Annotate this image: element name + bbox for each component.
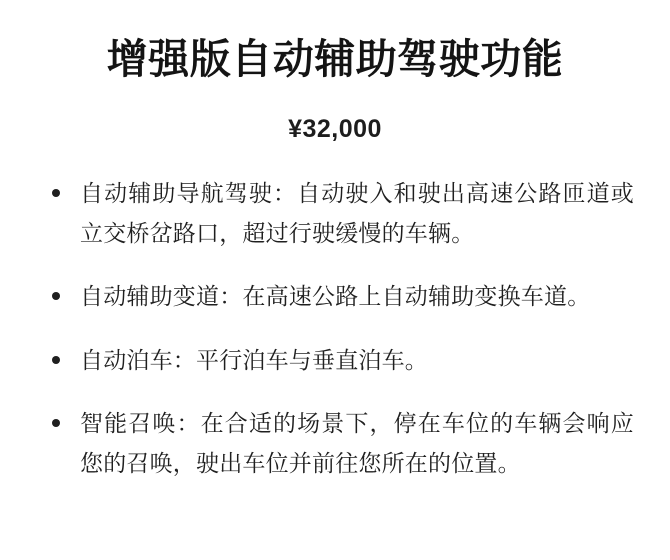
price-label: ¥32,000 — [288, 115, 382, 144]
list-item — [38, 341, 634, 381]
list-item — [38, 404, 634, 483]
feature-text: 自动辅助变道：在高速公路上自动辅助变换车道。 — [80, 283, 591, 310]
page-title: 增强版自动辅助驾驶功能 — [106, 36, 564, 82]
feature-list — [28, 174, 642, 483]
feature-text: 自动泊车：平行泊车与垂直泊车。 — [80, 346, 428, 373]
feature-text: 自动辅助导航驾驶：自动驶入和驶出高速公路匝道或立交桥岔路口，超过行驶缓慢的车辆。 — [80, 180, 634, 246]
bullet-icon — [52, 292, 60, 300]
feature-text: 智能召唤：在合适的场景下，停在车位的车辆会响应您的召唤，驶出车位并前往您所在的位置。 — [80, 410, 634, 476]
bullet-icon — [52, 419, 60, 427]
bullet-icon — [52, 356, 60, 364]
list-item — [38, 277, 634, 317]
bullet-icon — [52, 189, 60, 197]
list-item — [38, 174, 634, 253]
